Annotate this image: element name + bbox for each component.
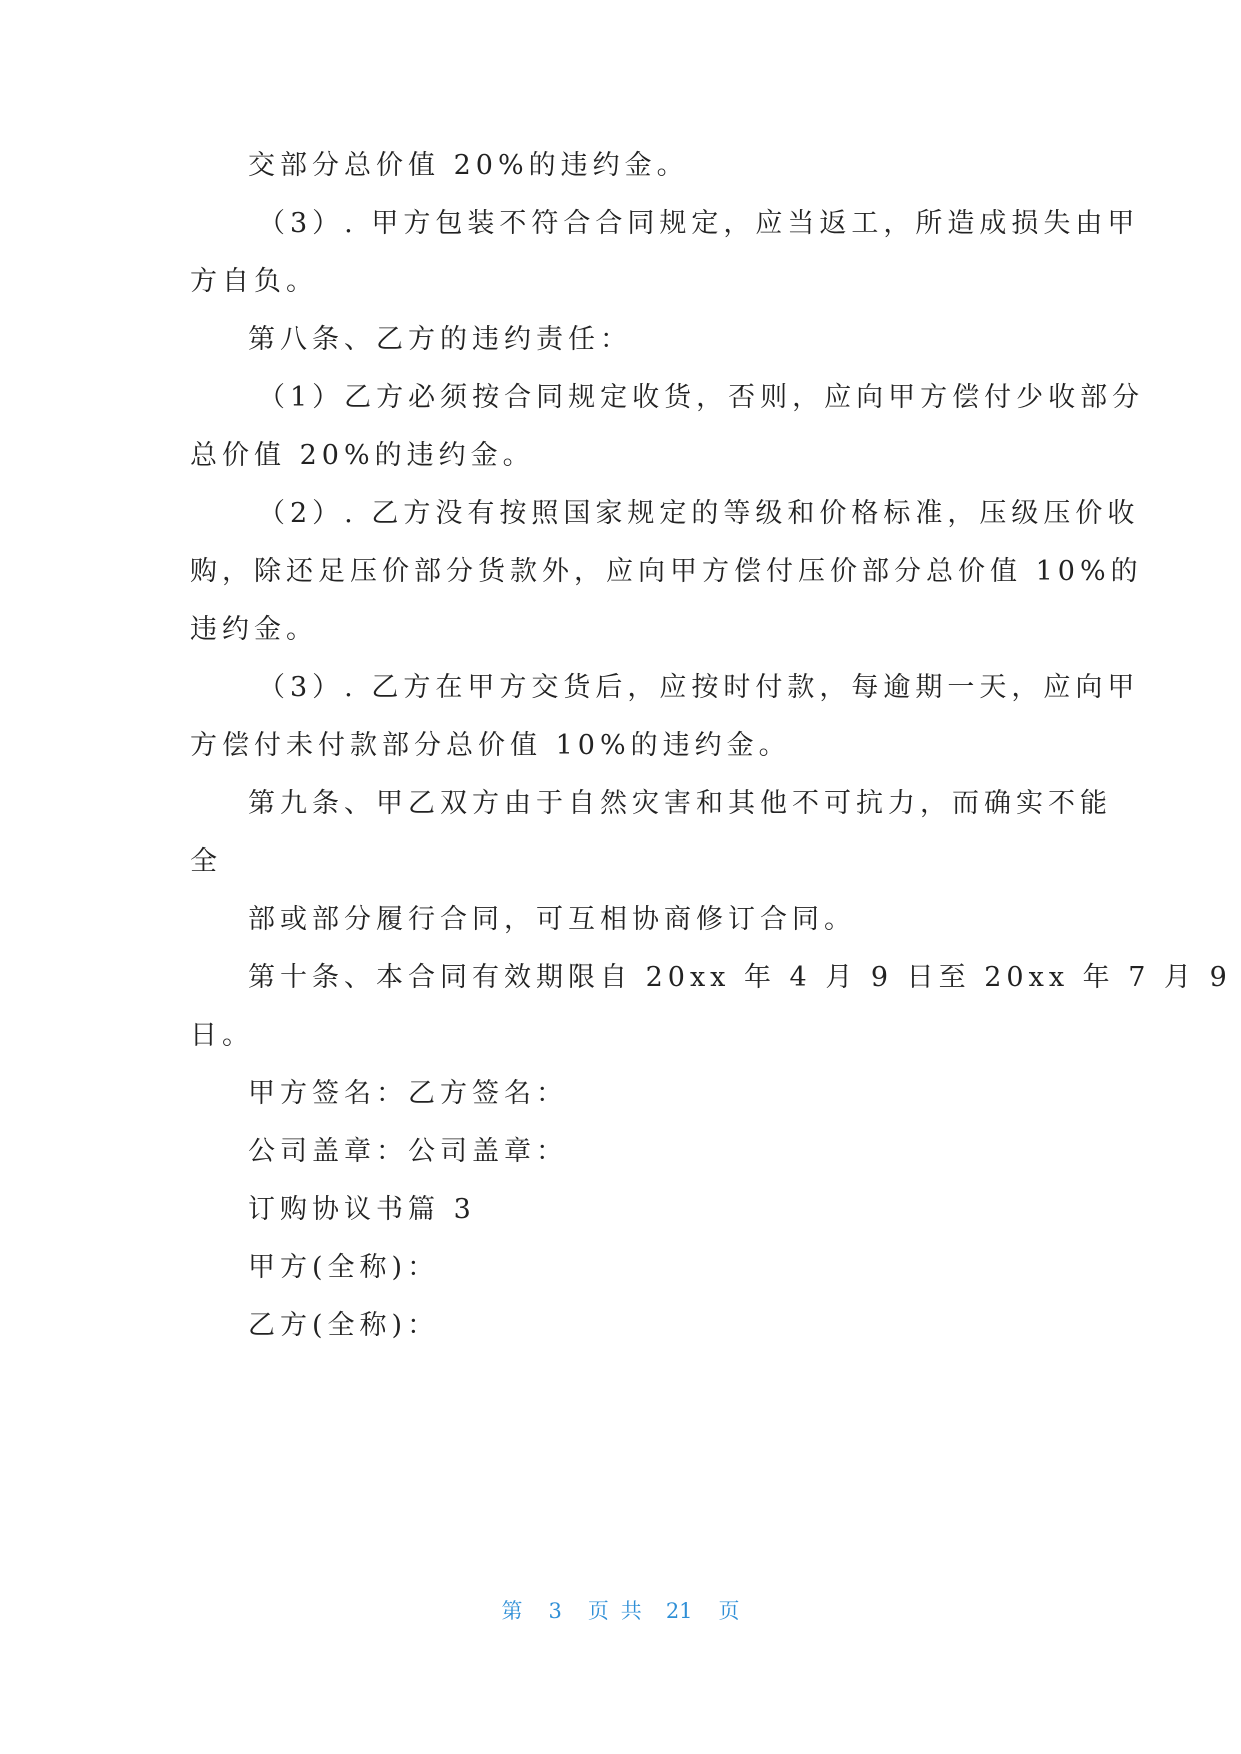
section-heading: 第八条、乙方的违约责任：: [248, 324, 632, 355]
page-footer: [0, 1596, 1241, 1626]
text-line: 全: [190, 846, 222, 877]
text-line: 日。: [190, 1020, 254, 1051]
footer-prefix: 第: [501, 1599, 523, 1623]
text-line: 方偿付未付款部分总价值 10%的违约金。: [190, 730, 791, 761]
text-line: （3）. 甲方包装不符合合同规定，应当返工，所造成损失由甲: [258, 208, 1140, 239]
seal-line: 公司盖章：公司盖章：: [248, 1136, 568, 1167]
text-line: （1）乙方必须按合同规定收货，否则，应向甲方偿付少收部分: [258, 382, 1145, 413]
party-a-line: 甲方(全称)：: [248, 1252, 440, 1283]
text-line: （2）. 乙方没有按照国家规定的等级和价格标准，压级压价收: [258, 498, 1140, 529]
party-b-line: 乙方(全称)：: [248, 1310, 440, 1341]
footer-suffix: 页: [718, 1599, 740, 1623]
text-line: （3）. 乙方在甲方交货后，应按时付款，每逾期一天，应向甲: [258, 672, 1140, 703]
signature-line: 甲方签名：乙方签名：: [248, 1078, 568, 1109]
text-line: 购，除还足压价部分货款外，应向甲方偿付压价部分总价值 10%的: [190, 556, 1143, 587]
text-line: 总价值 20%的违约金。: [190, 440, 535, 471]
text-line: 交部分总价值 20%的违约金。: [248, 150, 689, 181]
section-heading: 第九条、甲乙双方由于自然灾害和其他不可抗力，而确实不能: [248, 788, 1112, 819]
footer-current-page: 3: [548, 1599, 562, 1623]
text-line: 部或部分履行合同，可互相协商修订合同。: [248, 904, 856, 935]
text-line: 违约金。: [190, 614, 318, 645]
footer-middle: 页共: [587, 1599, 654, 1623]
section-heading: 第十条、本合同有效期限自 20xx 年 4 月 9 日至 20xx 年 7 月 9: [248, 962, 1232, 993]
text-line: 方自负。: [190, 266, 318, 297]
footer-total-pages: 21: [665, 1599, 693, 1623]
subsection-title: 订购协议书篇 3: [248, 1194, 476, 1225]
